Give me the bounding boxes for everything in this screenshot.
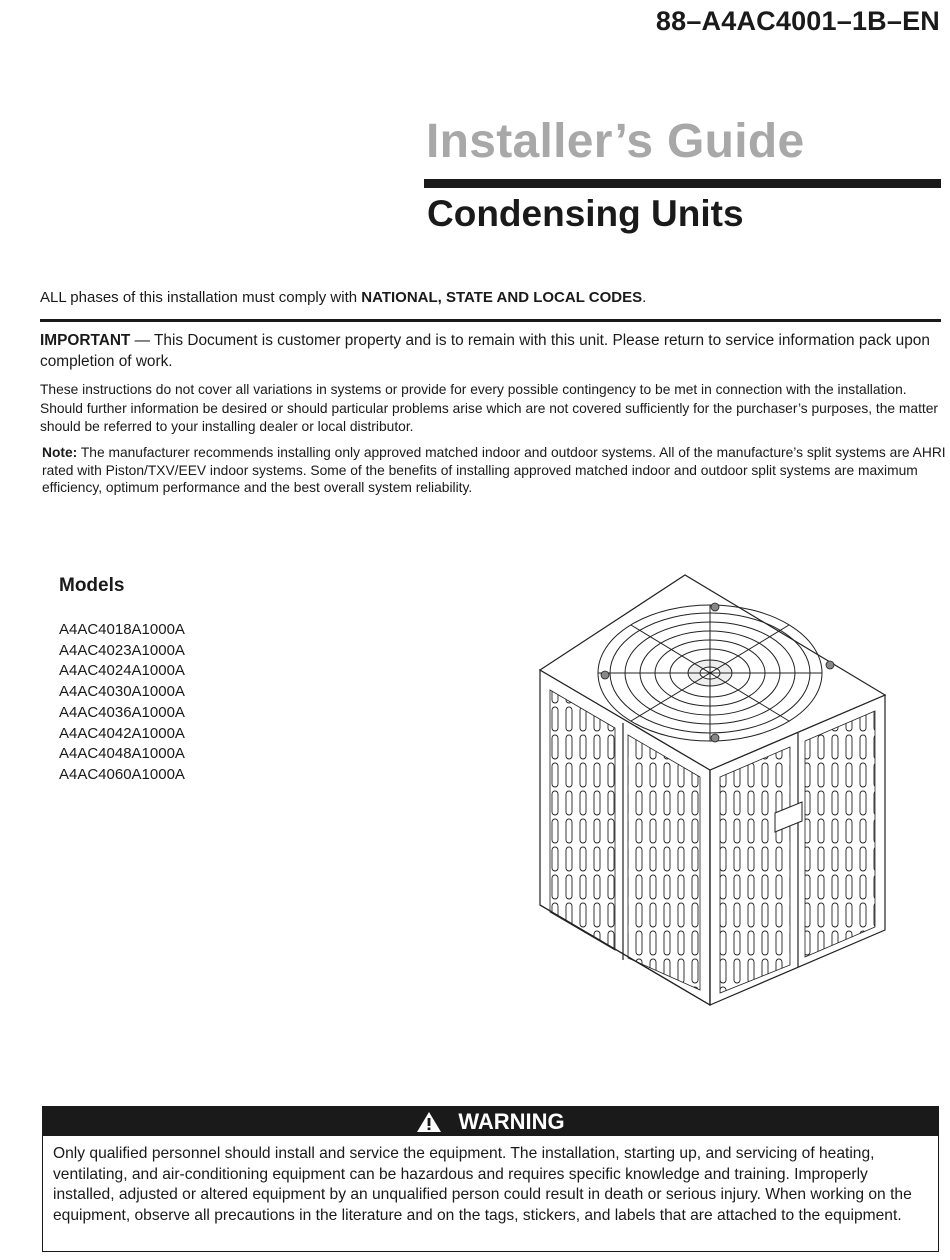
model-item: A4AC4060A1000A [59, 765, 185, 783]
note-paragraph [42, 444, 947, 497]
models-heading: Models [59, 575, 125, 596]
codes-suffix: . [642, 289, 647, 306]
note-label: Note: [42, 445, 78, 460]
warning-title: WARNING [458, 1108, 565, 1134]
guide-title: Installer’s Guide [426, 115, 805, 168]
important-text: — This Document is customer property and is to remain with this unit. Please return to service information pack upon completion of work. [40, 332, 930, 370]
codes-prefix: ALL phases of this installation must comply with [40, 289, 362, 306]
model-item: A4AC4024A1000A [59, 662, 185, 680]
codes-compliance-text [40, 289, 646, 306]
model-item: A4AC4036A1000A [59, 703, 185, 721]
warning-text: Only qualified personnel should install and service the equipment. The installation, starting up, and servicing of heating, ventilating, and air-conditioning equipment can be hazardous and requires specific knowledge and training. Improperly installed, adjusted or altered equipment by an unqualified person could result in death or serious injury. When working on the equipment, observe all precautions in the literature and on the tags, stickers, and labels that are attached to the equipment. [53, 1145, 912, 1224]
model-item: A4AC4018A1000A [59, 621, 185, 638]
document-number: 88–A4AC4001–1B–EN [655, 6, 940, 36]
codes-bold: NATIONAL, STATE AND LOCAL CODES [361, 289, 643, 306]
important-label: IMPORTANT [40, 332, 131, 349]
model-item: A4AC4023A1000A [59, 641, 185, 659]
model-item: A4AC4048A1000A [59, 745, 185, 763]
model-item: A4AC4042A1000A [59, 724, 185, 742]
models-list [59, 620, 185, 786]
warning-box [42, 1106, 939, 1252]
model-item: A4AC4030A1000A [59, 683, 185, 701]
document-subtitle: Condensing Units [427, 193, 744, 234]
section-divider [40, 319, 941, 322]
title-divider [424, 179, 941, 188]
instructions-paragraph: These instructions do not cover all variations in systems or provide for every possible contingency to be met in connection with the installation. Should further information be desired or should particular problems arise which are not covered sufficiently for the purchaser’s purposes, the matter should be referred to your installing dealer or local distributor. [40, 382, 939, 434]
condensing-unit-illustration [520, 565, 920, 1015]
warning-header [43, 1107, 938, 1136]
note-text: The manufacturer recommends installing only approved matched indoor and outdoor systems. All of the manufacture’s split systems are AHRI rated with Piston/TXV/EEV indoor systems. Some of the benefits of installing approved matched indoor and outdoor split systems are maximum efficiency, optimum performance and the best overall system reliability. [42, 445, 946, 495]
warning-triangle-icon [416, 1111, 442, 1133]
important-notice [40, 330, 945, 372]
